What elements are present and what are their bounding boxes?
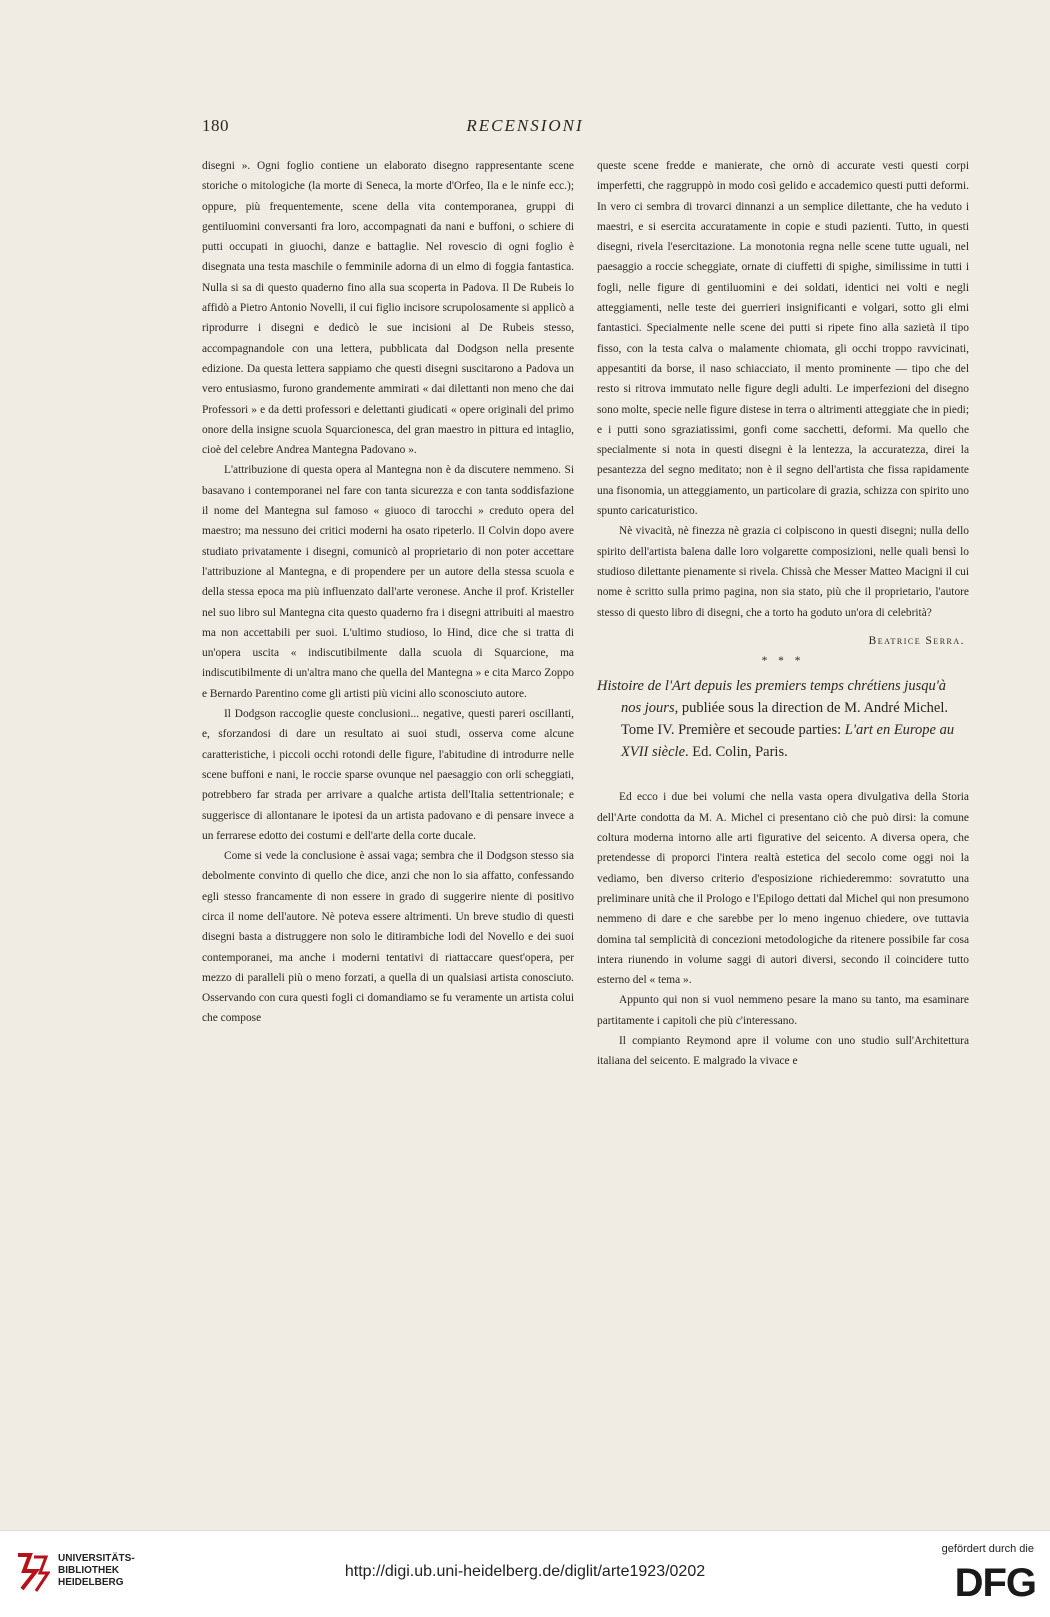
paragraph: queste scene fredde e manierate, che ornò di accurate vesti questi corpi imperfetti, che raggruppò in modo così gelido e accademico questi putti deformi. In vero ci sembra di trovarci dinnanzi a un semplice dilettante, che ha veduto i maestri, e si esercita accuratamente in copie e studi pazienti. Tutto, in questi disegni, rivela l'esercitazione. La monotonia regna nelle scene tutte uguali, nel paesaggio a roccie scheggiate, ornate di ciuffetti di spighe, similissime in tutti i fogli, nelle figure di gentiluomini e dei soldati, identici nei volti e negli atteggiamenti, nelle teste dei guerrieri insignificanti e volgari, sotto gli elmi fantastici. Specialmente nelle scene dei putti si ripete fino alla sazietà il tipo fisso, con la testa calva o malamente chiomata, gli occhi troppo ravvicinati, appesantiti da borse, il naso schiacciato, il mento prominente — tipo che del resto si ritrova immutato nelle figure degli adulti. Le imperfezioni del disegno sono molte, specie nelle figure distese in terra o altrimenti atteggiate che in piedi; e i putti sono sgraziatissimi, gonfi come sacchetti, deformi. Ma quello che specialmente si nota in questi disegni è la lentezza, la accuratezza, direi la pesantezza del segno meditato; non è il segno dell'artista che fissa rapidamente una fisonomia, un atteggiamento, un particolare di grazia, schizza con spirito uno spunto caricaturistico. bbox=[597, 160, 969, 518]
source-url-link[interactable]: http://digi.ub.uni-heidelberg.de/diglit/arte1923/0202 bbox=[344, 1563, 706, 1580]
paragraph: Ed ecco i due bei volumi che nella vasta opera divulgativa della Storia dell'Arte condotta da M. A. Michel ci presentano ciò che può dirsi: la comune coltura moderna intorno alle arti figurative del seicento. A diversa opera, che pretendesse di proporci l'intera realtà estetica del secolo come oggi noi la vediamo, ben diverso criterio d'esposizione richiederemmo: sovratutto una preliminare unità che il Prologo e l'Epilogo dettati dal Michel qui non presumono nemmeno di dare e che sarebbe per lo meno ingenuo chiedere, ove tuttavia domina tal semplicità di concezioni metodologiche da ritenere possibile far cosa intera riunendo in volume saggi di autori diversi, secondo il coincidere tutto esterno del « tema ». bbox=[597, 791, 969, 987]
book-publisher: . Ed. Colin, Paris. bbox=[685, 744, 788, 761]
paragraph: Il compianto Reymond apre il volume con uno studio sull'Architettura italiana del seicento. E malgrado la vivace e bbox=[597, 1034, 969, 1068]
running-title: RECENSIONI bbox=[466, 116, 584, 135]
page-header bbox=[0, 116, 1050, 146]
funding-note: gefördert durch die bbox=[941, 1543, 1034, 1555]
section-separator: * * * bbox=[761, 655, 805, 668]
paragraph: L'attribuzione di questa opera al Mantegna non è da discutere nemmeno. Si basavano i contemporanei nel fare con tanta sicurezza e con tanta soddisfazione il nome del Mantegna sul famoso « giuoco di tarocchi » creduto opera del maestro; ma nessuno dei critici moderni ha osato ripeterlo. Il Colvin dopo avere studiato privatamente i disegni, comunicò al proprietario di non poter accettare l'attribuzione al Mantegna, e di propendere per un autore della stessa scuola e della stessa epoca ma più influenzato dall'arte veronese. Anche il prof. Kristeller nel suo libro sul Mantegna cita questo quaderno fra i disegni attribuiti al maestro ma non accettabili per suoi. L'ultimo studioso, lo Hind, dice che si tratta di un'opera uscita « indiscutibilmente dalla scuola di Squarcione, ma indiscutibilmente di un'altra mano che quella del Mantegna » e cita Marco Zoppo e Bernardo Parentino come gli artisti più vicini allo sconosciuto autore. bbox=[202, 464, 574, 700]
right-column bbox=[597, 156, 969, 1072]
page-number: 180 bbox=[202, 116, 229, 135]
dfg-logo: DFG bbox=[954, 1561, 1036, 1605]
paragraph: Come si vede la conclusione è assai vaga; sembra che il Dodgson stesso sia debolmente convinto di quello che dice, anzi che non lo sia affatto, confessando egli stesso francamente di non essere in grado di suggerire niente di positivo circa il nome dell'autore. Nè poteva essere altrimenti. Un breve studio di questi disegni basta a distruggere non solo le ditirambiche lodi del Novello e dei suoi contemporanei, ma anche i moderni tentativi di riattaccare quest'opera, per mezzo di paralleli più o meno forzati, a quella di un qualsiasi artista conosciuto. Osservando con cura questi fogli ci domandiamo se fu veramente un artista colui che compose bbox=[202, 850, 574, 1025]
author-signature: Beatrice Serra. bbox=[868, 634, 965, 647]
paragraph: Appunto qui non si vuol nemmeno pesare la mano su tanto, ma esaminare partitamente i capitoli che più c'interessano. bbox=[597, 994, 969, 1027]
paragraph: disegni ». Ogni foglio contiene un elaborato disegno rappresentante scene storiche o mitologiche (la morte di Seneca, la morte d'Orfeo, Ila e le ninfe ecc.); oppure, più frequentemente, scene della vita contemporanea, gruppi di gentiluomini conversanti fra loro, accompagnati da nani e buffoni, o schiere di putti occupati in giuochi, danze e battaglie. Nel rovescio di ogni foglio è disegnata una testa maschile o femminile adorna di un elmo di foggia fantastica. Nulla si sa di questo quaderno fino alla sua scoperta in Padova. Il De Rubeis lo affidò a Pietro Antonio Novelli, il cui figlio incisore scrupolosamente si applicò a riprodurre i disegni e dedicò le sue incisioni al De Rubeis stesso, accompagnandole con una lettera, pubblicata dal Dodgson nella presente edizione. Da questa lettera sappiamo che questi disegni suscitarono a Padova un vero entusiasmo, furono grandemente ammirati « dai dilettanti non meno che dai Professori » e da detti professori e delettanti giudicati « opere originali del primo onore della insigne scuola Squarcionesca, del gran maestro in pittura ed intaglio, cioè del celebre Andrea Mantegna Padovano ». bbox=[202, 160, 574, 457]
library-name: UNIVERSITÄTS- BIBLIOTHEK HEIDELBERG bbox=[58, 1553, 135, 1588]
book-reference bbox=[597, 675, 969, 763]
paragraph: Nè vivacità, nè finezza nè grazia ci colpiscono in questi disegni; nulla dello spirito dell'artista balena dalle loro volgarette composizioni, nelle quali bensì lo studioso dilettante pienamente si rivela. Chissà che Messer Matteo Macigni il cui nome è scritto sulla primo pagina, non sia stato, più che il proprietario, l'autore stesso di questo libro di disegni, che a torto ha goduto un'ora di celebrità? bbox=[597, 525, 969, 619]
book-details: , publiée sous la direction de M. André Michel. Tome IV. Première et secoude parties: bbox=[621, 700, 949, 739]
book-title: Histoire de l'Art depuis les premiers temps chrétiens jusqu'à nos jours bbox=[597, 678, 947, 717]
paragraph: Il Dodgson raccoglie queste conclusioni... negative, questi pareri oscillanti, e, sforzandosi di dare un resultato ai suoi studi, osserva come alcune caratteristiche, i piccoli occhi rotondi delle figure, l'abitudine di introdurre nelle scene buffoni e nani, le roccie sparse ovunque nel paesaggio con orli scheggiati, potrebbero far strada per arrivare a qualche artista dell'Italia settentrionale; e suggerisce di allontanare le ipotesi da un artista padovano e di pensare invece a un ferrarese edotto dei costumi e dell'arte della corte ducale. bbox=[202, 708, 574, 842]
left-column bbox=[202, 156, 574, 1029]
footer-bar bbox=[0, 1530, 1050, 1617]
book-subtitle: L'art en Europe au XVII siècle bbox=[621, 722, 955, 761]
